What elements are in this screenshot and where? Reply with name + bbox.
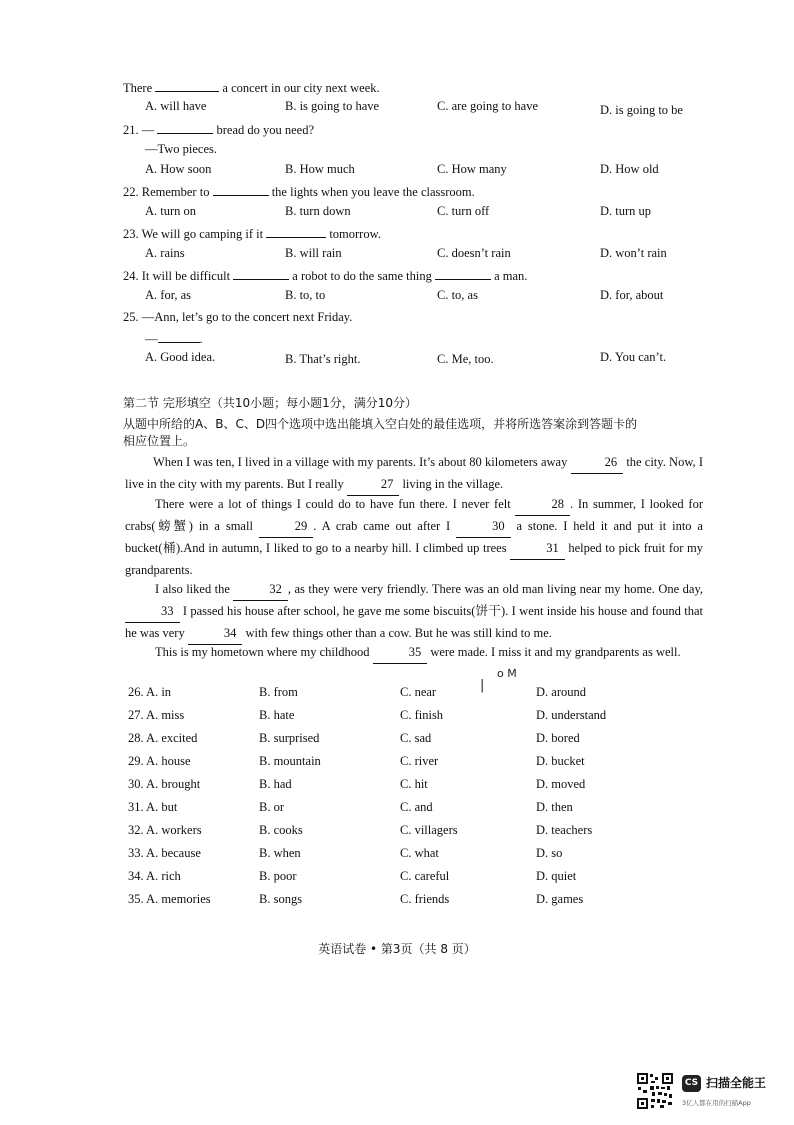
cloze-row xyxy=(128,800,728,816)
question-25-dash: — xyxy=(145,332,158,346)
qr-code-icon xyxy=(636,1072,674,1110)
answer-blank xyxy=(213,183,269,196)
option-a: A. turn on xyxy=(145,204,197,218)
option-c: C. How many xyxy=(437,162,507,176)
option-b: B. will rain xyxy=(285,246,342,260)
option-b: B. cooks xyxy=(259,823,303,837)
blank-31: 31 xyxy=(510,538,565,560)
section-title: 第二节 完形填空（共10小题；每小题1分，满分10分） xyxy=(123,396,417,410)
option-b: B. songs xyxy=(259,892,303,906)
passage-paragraph-3 xyxy=(125,579,703,645)
blank-30: 30 xyxy=(456,516,511,538)
passage-text: living in the village. xyxy=(402,477,504,491)
brand-name: 扫描全能王 xyxy=(706,1076,767,1090)
question-24-options xyxy=(145,288,705,304)
passage-text: This is my hometown where my childhood xyxy=(155,645,370,659)
question-22-stem-start: 22. Remember to xyxy=(123,185,210,199)
option-b: B. That’s right. xyxy=(285,352,361,366)
cloze-row xyxy=(128,708,728,724)
option-d: D. You can’t. xyxy=(600,350,667,364)
cloze-row xyxy=(128,754,728,770)
passage-text: the city. Now, I live in the city with my parents. But I really xyxy=(125,455,704,491)
answer-blank xyxy=(435,267,491,280)
passage-text: There were a lot of things I could do to have fun there. I never felt xyxy=(155,497,511,511)
option-a: 33. A. because xyxy=(128,846,201,860)
option-c: C. near xyxy=(400,685,437,699)
option-d: D. understand xyxy=(536,708,607,722)
option-c: C. and xyxy=(400,800,433,814)
cloze-row xyxy=(128,869,728,885)
option-b: B. poor xyxy=(259,869,297,883)
question-21-stem-start: 21. — xyxy=(123,123,155,137)
option-a: 34. A. rich xyxy=(128,869,181,883)
option-d: D. How old xyxy=(600,162,659,176)
passage-paragraph-4 xyxy=(125,642,703,664)
blank-34: 34 xyxy=(188,623,243,645)
option-c: C. sad xyxy=(400,731,432,745)
question-23-stem-end: tomorrow. xyxy=(329,227,381,241)
answer-blank xyxy=(157,121,213,134)
question-21-stem-end: bread do you need? xyxy=(216,123,315,137)
page-footer: 英语试卷 • 第3页（共 8 页） xyxy=(318,942,476,956)
passage-paragraph-1 xyxy=(125,452,703,496)
passage-text: . A crab came out after I xyxy=(313,519,451,533)
option-a: 29. A. house xyxy=(128,754,191,768)
question-25-reply: — . xyxy=(145,332,203,346)
option-c: C. finish xyxy=(400,708,444,722)
passage-text: . In summer, I looked for crabs(螃蟹) in a small xyxy=(125,497,703,533)
question-24-stem-end: a man. xyxy=(494,269,528,283)
option-d: D. then xyxy=(536,800,573,814)
option-d: D. quiet xyxy=(536,869,577,883)
cloze-row xyxy=(128,731,728,747)
option-a: A. rains xyxy=(145,246,185,260)
option-b: B. to, to xyxy=(285,288,326,302)
option-a: 27. A. miss xyxy=(128,708,185,722)
option-d: D. turn up xyxy=(600,204,652,218)
option-a: 28. A. excited xyxy=(128,731,198,745)
blank-33: 33 xyxy=(125,601,180,623)
blank-29: 29 xyxy=(259,516,314,538)
question-21-options xyxy=(145,162,705,178)
question-20-options xyxy=(145,99,705,115)
brand-tagline: 3亿人都在用的扫描App xyxy=(682,1099,751,1107)
option-d: D. so xyxy=(536,846,563,860)
passage-text: were made. I miss it and my grandparents as well. xyxy=(430,645,681,659)
option-d: D. bucket xyxy=(536,754,585,768)
option-c: C. friends xyxy=(400,892,450,906)
section-instructions-cont: 相应位置上。 xyxy=(123,434,196,448)
option-c: C. careful xyxy=(400,869,450,883)
passage-paragraph-2 xyxy=(125,494,703,581)
option-a: 35. A. memories xyxy=(128,892,211,906)
question-23-options xyxy=(145,246,705,262)
question-21-reply: —Two pieces. xyxy=(145,142,218,156)
question-22 xyxy=(123,183,475,200)
answer-blank xyxy=(158,330,200,343)
question-22-options xyxy=(145,204,705,220)
cloze-row xyxy=(128,892,728,908)
question-20-stem-end: a concert in our city next week. xyxy=(222,81,380,95)
option-d: D. games xyxy=(536,892,584,906)
cloze-row xyxy=(128,777,728,793)
answer-blank xyxy=(155,79,219,92)
option-a: 31. A. but xyxy=(128,800,178,814)
blank-32: 32 xyxy=(233,579,288,601)
option-c: C. what xyxy=(400,846,439,860)
question-25-options xyxy=(145,350,705,366)
option-a: 26. A. in xyxy=(128,685,172,699)
option-c: C. river xyxy=(400,754,439,768)
option-c: C. are going to have xyxy=(437,99,539,113)
option-c: C. hit xyxy=(400,777,428,791)
answer-blank xyxy=(266,225,326,238)
cloze-row xyxy=(128,823,728,839)
passage-text: I passed his house after school, he gave me some biscuits(饼干). I went inside his house and found that he was very xyxy=(125,604,704,640)
option-a: 32. A. workers xyxy=(128,823,202,837)
handwritten-stroke: | xyxy=(480,678,485,693)
blank-35: 35 xyxy=(373,642,428,664)
section-instructions: 从题中所给的A、B、C、D四个选项中选出能填入空白处的最佳选项，并将所选答案涂到答题卡的 xyxy=(123,417,638,431)
option-c: C. Me, too. xyxy=(437,352,494,366)
blank-27: 27 xyxy=(347,474,400,496)
blank-26: 26 xyxy=(571,452,624,474)
option-b: B. or xyxy=(259,800,284,814)
option-c: C. to, as xyxy=(437,288,478,302)
option-a: A. How soon xyxy=(145,162,212,176)
question-23 xyxy=(123,225,381,242)
option-c: C. doesn’t rain xyxy=(437,246,511,260)
question-24 xyxy=(123,267,527,284)
passage-text: helped to pick fruit for my grandparents. xyxy=(125,541,703,577)
answer-blank xyxy=(233,267,289,280)
passage-text: a stone. I held it and put it into a bucket(桶).And in autumn, I liked to go to a nearby hill. I climbed up trees xyxy=(125,519,703,555)
cloze-row xyxy=(128,685,728,701)
option-d: D. teachers xyxy=(536,823,593,837)
blank-28: 28 xyxy=(515,494,570,516)
question-24-stem-mid: a robot to do the same thing xyxy=(292,269,432,283)
option-b: B. is going to have xyxy=(285,99,380,113)
option-b: B. had xyxy=(259,777,292,791)
option-b: B. surprised xyxy=(259,731,320,745)
option-b: B. turn down xyxy=(285,204,351,218)
question-20-stem-start: There xyxy=(123,81,153,95)
option-b: B. when xyxy=(259,846,301,860)
option-c: C. villagers xyxy=(400,823,458,837)
scanner-watermark xyxy=(636,1072,786,1114)
cloze-row xyxy=(128,846,728,862)
option-d: D. moved xyxy=(536,777,586,791)
handwritten-note: o M xyxy=(497,667,517,680)
option-b: B. mountain xyxy=(259,754,321,768)
option-d: D. won’t rain xyxy=(600,246,667,260)
passage-text: When I was ten, I lived in a village with my parents. It’s about 80 kilometers away xyxy=(153,455,568,469)
option-d: D. bored xyxy=(536,731,580,745)
option-b: B. How much xyxy=(285,162,355,176)
question-24-stem-start: 24. It will be difficult xyxy=(123,269,231,283)
option-a: A. for, as xyxy=(145,288,192,302)
option-d: D. around xyxy=(536,685,586,699)
question-22-stem-end: the lights when you leave the classroom. xyxy=(271,185,475,199)
camscanner-logo-icon: CS xyxy=(682,1075,701,1092)
option-a: A. will have xyxy=(145,99,207,113)
passage-text: , as they were very friendly. There was an old man living near my home. One day, xyxy=(287,582,704,596)
passage-text: I also liked the xyxy=(155,582,230,596)
option-d: D. for, about xyxy=(600,288,664,302)
question-21 xyxy=(123,121,314,138)
question-23-stem-start: 23. We will go camping if it xyxy=(123,227,264,241)
option-b: B. hate xyxy=(259,708,295,722)
option-d: D. is going to be xyxy=(600,103,683,117)
question-20 xyxy=(123,79,380,96)
option-c: C. turn off xyxy=(437,204,490,218)
question-25: 25. —Ann, let’s go to the concert next Friday. xyxy=(123,310,353,324)
option-a: 30. A. brought xyxy=(128,777,201,791)
passage-text: with few things other than a cow. But he was still kind to me. xyxy=(245,626,552,640)
option-a: A. Good idea. xyxy=(145,350,216,364)
option-b: B. from xyxy=(259,685,298,699)
